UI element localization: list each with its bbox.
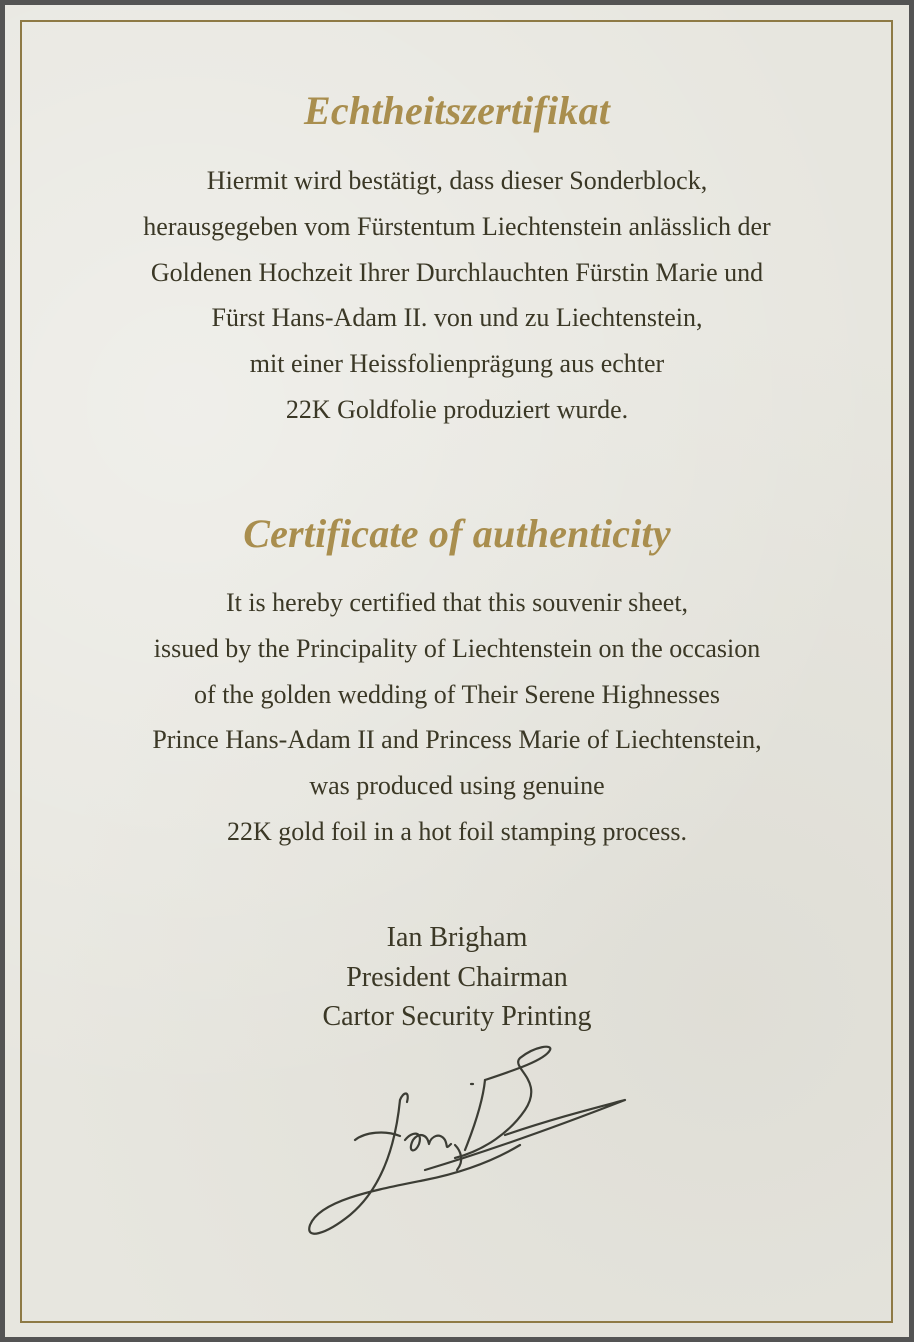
english-body [5, 580, 909, 855]
german-body [5, 158, 909, 433]
english-line: issued by the Principality of Liechtenstein on the occasion [153, 633, 761, 663]
english-line: 22K gold foil in a hot foil stamping process. [226, 816, 687, 846]
english-line: of the golden wedding of Their Serene Highnesses [194, 679, 720, 709]
english-title: Certificate of authenticity [243, 511, 671, 556]
signatory-block [5, 918, 909, 1037]
signatory-name: Ian Brigham [386, 922, 528, 953]
certificate-content [5, 5, 909, 1337]
certificate-paper [5, 5, 909, 1337]
english-line: was produced using genuine [309, 771, 605, 801]
english-line: It is hereby certified that this souvenir sheet, [225, 588, 689, 617]
german-title: Echtheitszertifikat [303, 88, 611, 133]
signatory-title: President Chairman [346, 961, 568, 993]
german-line: mit einer Heissfolienprägung aus echter [249, 349, 665, 379]
german-line: 22K Goldfolie produziert wurde. [285, 394, 629, 424]
english-line: Prince Hans-Adam II and Princess Marie of Liechtenstein, [152, 725, 762, 755]
signatory-company: Cartor Security Printing [322, 1001, 592, 1032]
german-line: Fürst Hans-Adam II. von und zu Liechtenstein, [211, 303, 703, 333]
german-line: Goldenen Hochzeit Ihrer Durchlauchten Fürstin Marie und [150, 257, 764, 287]
handwritten-signature [295, 1040, 635, 1255]
german-line: Hiermit wird bestätigt, dass dieser Sonderblock, [206, 166, 708, 195]
german-line: herausgegeben vom Fürstentum Liechtenstein anlässlich der [143, 211, 771, 241]
